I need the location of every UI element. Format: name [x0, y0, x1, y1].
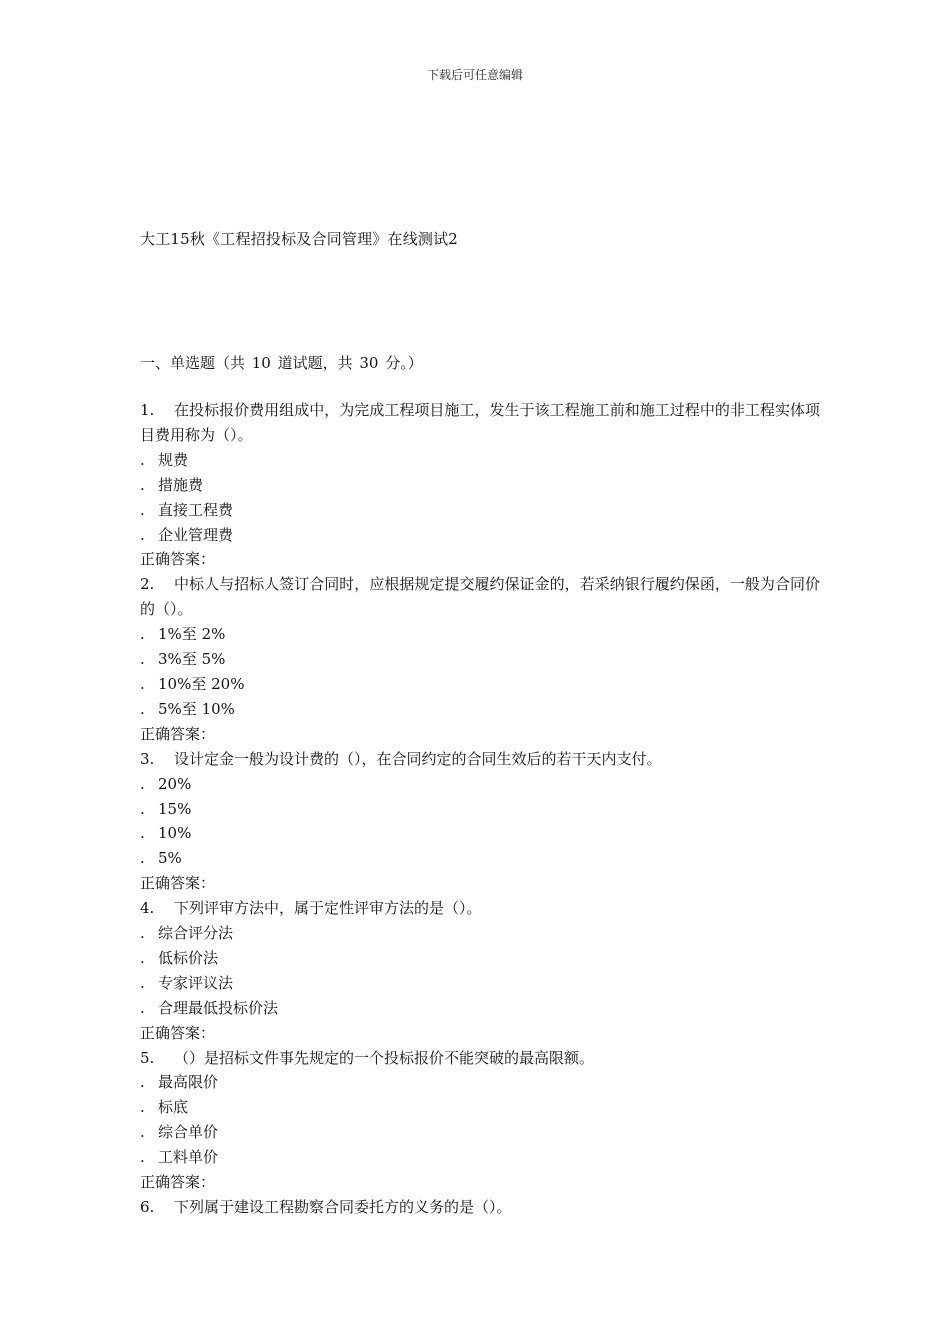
option-marker: .: [140, 824, 145, 843]
option-marker: .: [140, 1123, 145, 1142]
option-label: 15%: [158, 799, 192, 818]
option-marker: .: [140, 849, 145, 868]
option-label: 10%至 20%: [158, 674, 245, 693]
option-marker: .: [140, 650, 145, 669]
option-marker: .: [140, 774, 145, 793]
option-label: 综合单价: [158, 1123, 219, 1142]
question-item: [140, 896, 820, 1045]
option-label: 直接工程费: [158, 500, 234, 519]
question-text: 设计定金一般为设计费的（），在合同约定的合同生效后的若干天内支付。: [174, 749, 662, 768]
answer-option: [140, 797, 820, 822]
question-item: [140, 572, 820, 746]
question-number: 5.: [140, 1048, 155, 1067]
option-marker: .: [140, 674, 145, 693]
correct-answer-label: 正确答案：: [140, 550, 216, 569]
option-label: 企业管理费: [158, 525, 234, 544]
question-text-line: [140, 398, 820, 448]
question-number: 2.: [140, 575, 155, 594]
answer-option: [140, 1120, 820, 1145]
question-number: 1.: [140, 401, 155, 419]
answer-option: [140, 1145, 820, 1170]
document-title: 大工15秋《工程招投标及合同管理》在线测试2: [140, 230, 459, 248]
question-text-line: [140, 747, 820, 772]
option-marker: .: [140, 500, 145, 519]
correct-answer-label: 正确答案：: [140, 1173, 216, 1192]
answer-option: [140, 1095, 820, 1120]
question-text: 下列属于建设工程勘察合同委托方的义务的是（）。: [174, 1198, 512, 1216]
correct-answer-label: 正确答案：: [140, 874, 216, 893]
page-header-note: 下载后可任意编辑: [426, 68, 523, 82]
question-text: 在投标报价费用组成中，为完成工程项目施工，发生于该工程施工前和施工过程中的非工程实体项目费用称为（）。: [140, 401, 820, 444]
option-marker: .: [140, 1098, 145, 1117]
question-number: 4.: [140, 899, 155, 918]
question-list: [140, 398, 820, 1220]
option-label: 专家评议法: [158, 973, 234, 992]
answer-option: [140, 672, 820, 697]
correct-answer-label: 正确答案：: [140, 724, 216, 743]
answer-option: [140, 448, 820, 473]
option-label: 工料单价: [158, 1148, 219, 1167]
answer-option: [140, 498, 820, 523]
option-label: 最高限价: [158, 1073, 219, 1092]
option-marker: .: [140, 973, 145, 992]
option-marker: .: [140, 450, 145, 469]
answer-option: [140, 921, 820, 946]
option-label: 10%: [158, 824, 192, 843]
question-number: 6.: [140, 1198, 155, 1216]
question-item: [140, 1195, 820, 1220]
answer-option: [140, 647, 820, 672]
answer-option: [140, 996, 820, 1021]
option-label: 5%: [158, 849, 182, 868]
option-marker: .: [140, 1148, 145, 1167]
option-marker: .: [140, 948, 145, 967]
question-item: [140, 1046, 820, 1195]
option-label: 综合评分法: [158, 924, 234, 943]
answer-option: [140, 846, 820, 871]
question-text-line: [140, 1195, 820, 1220]
question-text-line: [140, 896, 820, 921]
option-marker: .: [140, 625, 145, 644]
option-label: 1%至 2%: [158, 625, 226, 644]
question-item: [140, 398, 820, 572]
option-label: 合理最低投标价法: [158, 998, 279, 1017]
option-marker: .: [140, 1073, 145, 1092]
option-label: 标底: [158, 1098, 189, 1117]
option-marker: .: [140, 699, 145, 718]
question-text: 中标人与招标人签订合同时，应根据规定提交履约保证金的，若采纳银行履约保函，一般为合同价的（）。: [140, 575, 820, 619]
option-label: 措施费: [158, 475, 204, 494]
option-marker: .: [140, 924, 145, 943]
option-label: 3%至 5%: [158, 650, 226, 669]
correct-answer-label: 正确答案：: [140, 1023, 216, 1042]
question-item: [140, 747, 820, 896]
question-text: （）是招标文件事先规定的一个投标报价不能突破的最高限额。: [174, 1048, 595, 1067]
answer-option: [140, 946, 820, 971]
answer-option: [140, 772, 820, 797]
question-number: 3.: [140, 749, 155, 768]
answer-option: [140, 971, 820, 996]
option-marker: .: [140, 998, 145, 1017]
option-marker: .: [140, 475, 145, 494]
section-heading: 一、单选题（共 10 道试题，共 30 分。）: [140, 354, 423, 372]
option-marker: .: [140, 525, 145, 544]
option-label: 规费: [158, 450, 189, 469]
question-text-line: [140, 1046, 820, 1071]
option-label: 20%: [158, 774, 192, 793]
answer-option: [140, 473, 820, 498]
answer-option: [140, 523, 820, 548]
option-label: 低标价法: [158, 948, 219, 967]
question-text-line: [140, 572, 820, 622]
answer-option: [140, 622, 820, 647]
option-marker: .: [140, 799, 145, 818]
question-text: 下列评审方法中，属于定性评审方法的是（）。: [174, 899, 482, 918]
answer-option: [140, 697, 820, 722]
option-label: 5%至 10%: [158, 699, 235, 718]
answer-option: [140, 1070, 820, 1095]
answer-option: [140, 821, 820, 846]
